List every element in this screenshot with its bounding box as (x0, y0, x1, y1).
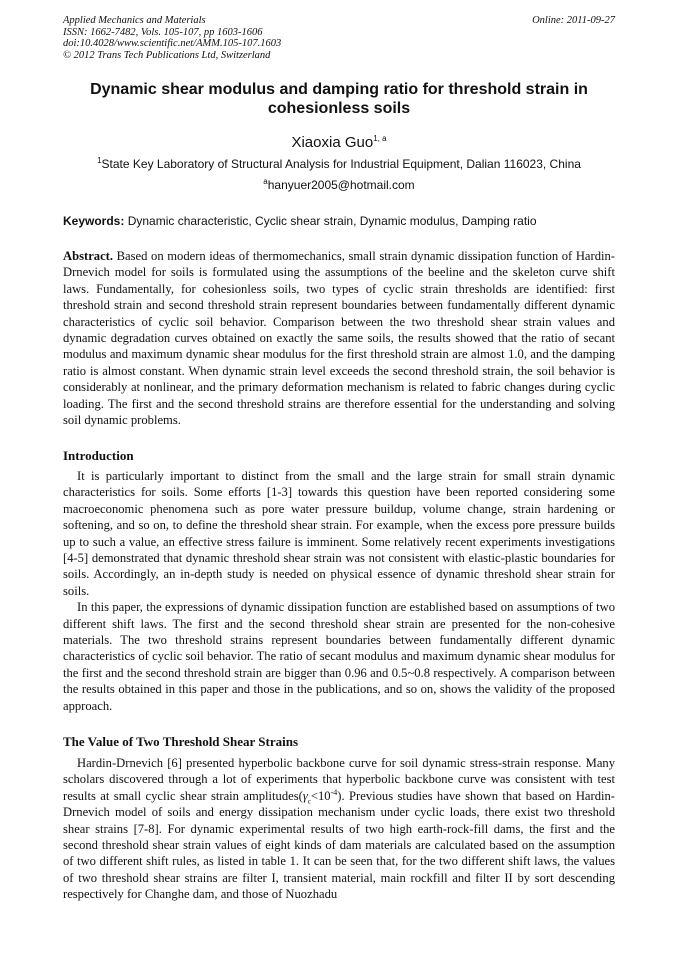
intro-paragraph-2: In this paper, the expressions of dynamic dissipation function are established based on assumptions of two different shift laws. The first and the second threshold shear strain are presented for the non-cohesive materials. The two threshold strains represent boundaries between fundamentally different dynamic characteristics of cyclic soil behavior. The ratio of secant modulus and maximum dynamic shear modulus for the first and the second threshold strain are bigger than 0.96 and 0.5~0.8 respectively. A comparison between the results obtained in this paper and those in the publications, and so on, shows the validity of the proposed approach. (63, 600, 615, 713)
issn: ISSN: 1662-7482, Vols. 105-107, pp 1603-1606 (63, 26, 263, 38)
abstract (63, 248, 615, 428)
affiliation (63, 157, 615, 171)
journal-name: Applied Mechanics and Materials (63, 15, 206, 26)
keywords-text: Dynamic characteristic, Cyclic shear strain, Dynamic modulus, Damping ratio (124, 214, 537, 228)
keywords-label: Keywords: (63, 214, 125, 228)
abstract-text: Based on modern ideas of thermomechanics, small strain dynamic dissipation function of Hardin-Drnevich model for soils is formulated using the assumptions of the beeline and the skeleton curve shift laws. Fundamentally, for cohesionless soils, two types of cyclic strain thresholds are identified: first threshold strain and second threshold strain represent boundaries between fundamentally different dynamic characteristics of cyclic soil behavior. Comparison between the two threshold shear strain values and dynamic degradation curves obtained on exactly the same soils, the results showed that the ratio of secant modulus and maximum dynamic shear modulus for the first threshold strain are almost 1.0, and the damping ratio is almost constant. When dynamic strain level exceeds the second threshold strain, the soil behavior is considerably at nonlinear, and the primary deformation mechanism is related to fabric changes during cyclic loading. The first and the second threshold strains are therefore essential for the understanding and solving soil dynamic problems. (63, 249, 615, 428)
gamma-subscript: c (307, 797, 311, 806)
author (63, 134, 615, 151)
gamma-symbol: γ (302, 788, 308, 803)
section-paragraph (63, 755, 615, 903)
copyright: © 2012 Trans Tech Publications Ltd, Switzerland (63, 49, 271, 61)
email (63, 178, 615, 192)
doi: doi:10.4028/www.scientific.net/AMM.105-107.1603 (63, 38, 282, 49)
section-heading: The Value of Two Threshold Shear Strains (63, 734, 299, 749)
online-date: Online: 2011-09-27 (532, 15, 615, 26)
introduction-body (63, 468, 615, 714)
author-name: Xiaoxia Guo (291, 134, 374, 151)
introduction-heading: Introduction (63, 448, 134, 463)
text-run: Hardin-Drnevich [6] presented hyperbolic backbone curve for soil dynamic stress-strain response. Many scholars discovered through a lot of experiments that hyperbolic backbone curve was consistent with test results at small cyclic shear strain amplitudes( (63, 756, 615, 803)
email-sup: a (263, 177, 268, 186)
section-body (63, 755, 615, 903)
exponent: -4 (330, 787, 338, 797)
affiliation-sup: 1 (97, 156, 102, 165)
keywords (63, 214, 537, 228)
affiliation-text: State Key Laboratory of Structural Analysis for Industrial Equipment, Dalian 116023, China (101, 157, 581, 171)
lt-text: <10 (310, 788, 331, 803)
abstract-label: Abstract. (63, 249, 114, 263)
intro-paragraph-1: It is particularly important to distinct from the small and the large strain for small strain dynamic characteristics for soils. Some efforts [1-3] towards this question have been reported considering some macroeconomic phenomena such as pore water pressure buildup, volume change, strain hardening or softening, and so on, to define the threshold shear strain. For example, when the excess pore pressure builds up to such a value, an effective stress failure is imminent. Some relatively recent experiments investigations [4-5] demonstrated that dynamic threshold shear strain was not consistent with elastic-plastic boundaries for soils. Accordingly, an in-depth study is needed on physical essence of dynamic threshold shear strain for soils. (63, 469, 615, 598)
email-text[interactable]: hanyuer2005@hotmail.com (267, 178, 415, 192)
text-run: ). Previous studies have shown that based on Hardin-Drnevich model of soils and energy dissipation mechanism under cyclic loads, there exist two threshold shear strains [7-8]. For dynamic experimental results of two high earth-rock-fill dams, the first and the second threshold shear strain values of eight kinds of dam materials are calculated based on the assumption of two different shift rules, as listed in table 1. It can be seen that, for the two different shift laws, the values of two threshold shear strains are filter I, transient material, main rockfill and filter II by sort descending respectively for Changhe dam, and those of Nuozhadu (63, 788, 615, 902)
paper-title: Dynamic shear modulus and damping ratio for threshold strain in cohesionless soils (90, 81, 588, 117)
journal-header (63, 15, 281, 61)
author-sup: 1, a (373, 134, 387, 143)
